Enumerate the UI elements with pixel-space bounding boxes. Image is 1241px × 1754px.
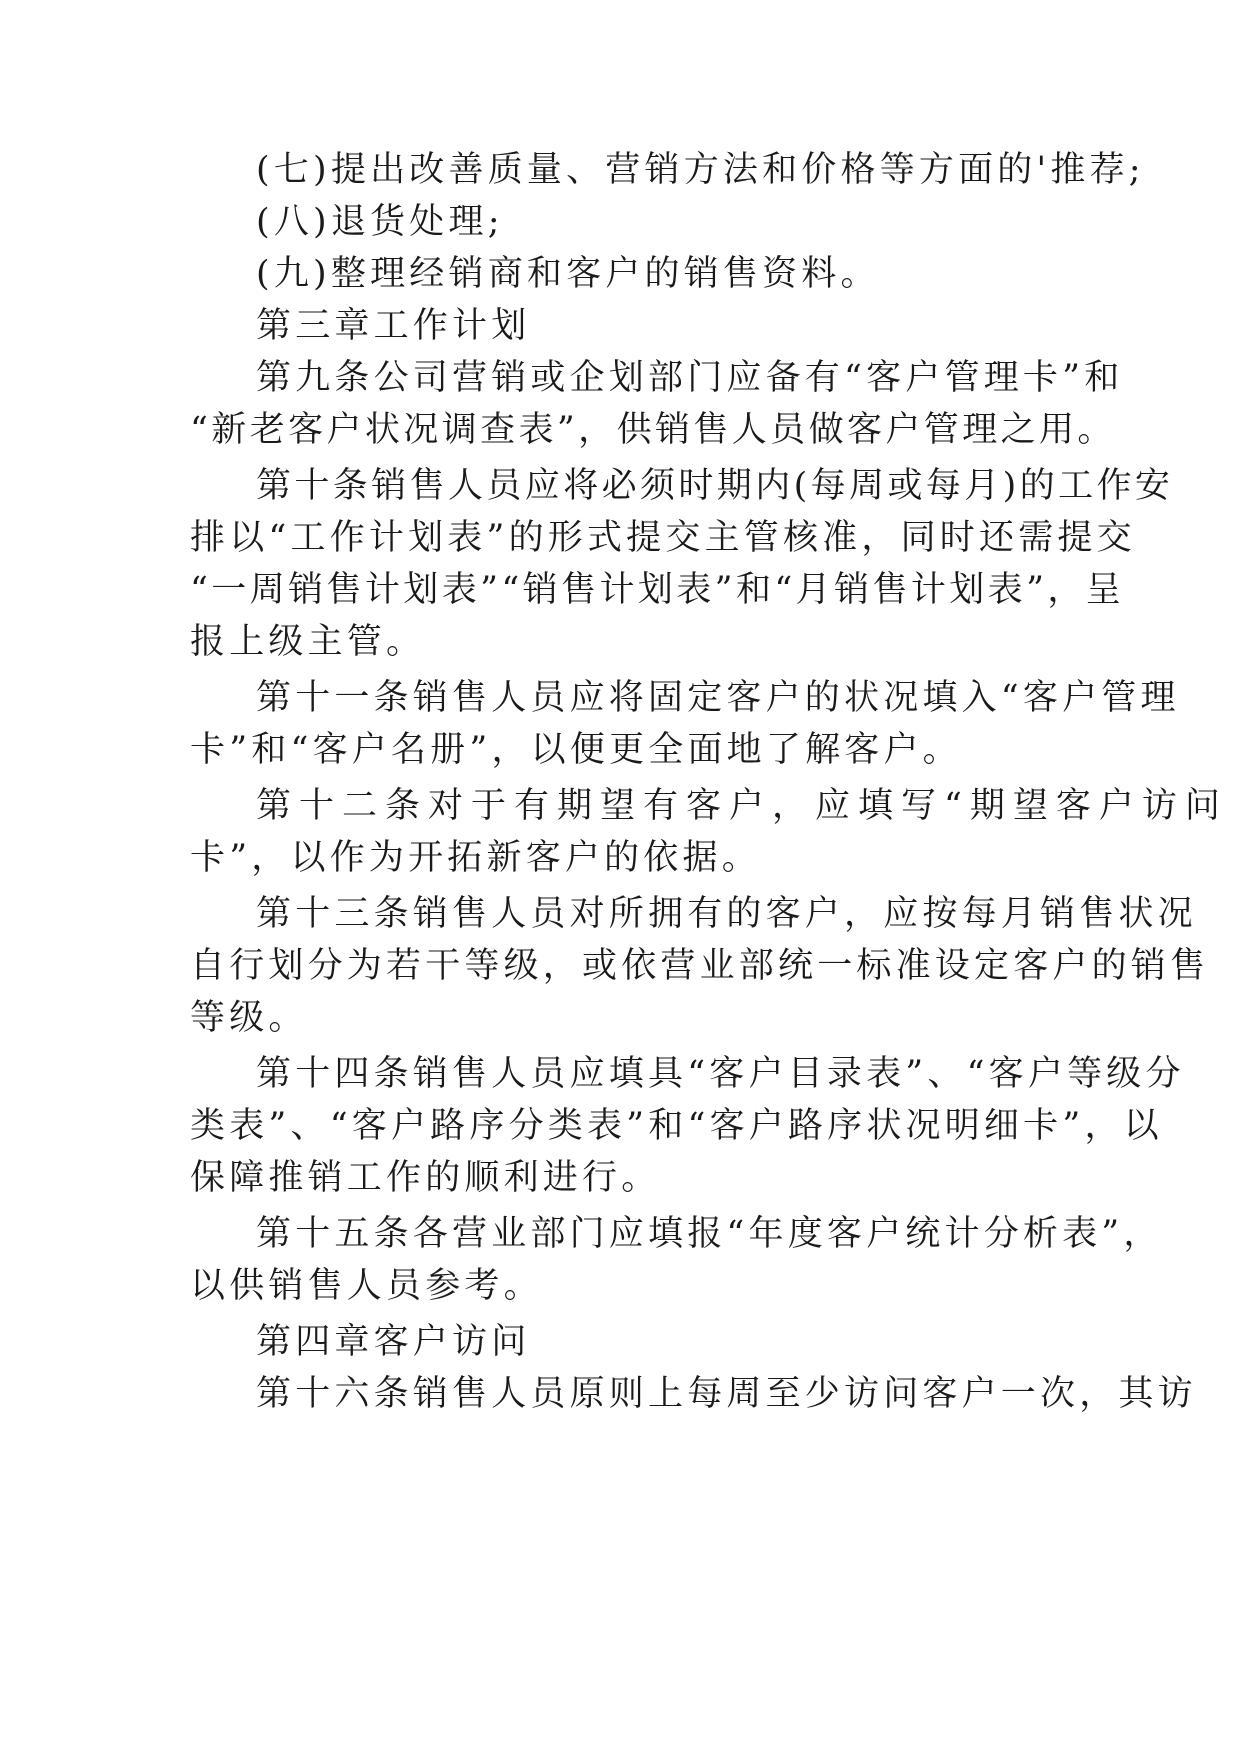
article-9-line-2: “新老客户状况调查表”，供销售人员做客户管理之用。 xyxy=(190,410,1116,450)
article-15-line-2: 以供销售人员参考。 xyxy=(190,1266,543,1306)
chapter-3-heading: 第三章工作计划 xyxy=(256,306,531,346)
article-14-line-3: 保障推销工作的顺利进行。 xyxy=(190,1158,661,1198)
article-12-line-2: 卡”，以作为开拓新客户的依据。 xyxy=(190,838,761,878)
article-11-line-1: 第十一条销售人员应将固定客户的状况填入“客户管理 xyxy=(256,678,1180,718)
article-10-line-2: 排以“工作计划表”的形式提交主管核准，同时还需提交 xyxy=(190,518,1136,558)
list-item-8: (八)退货处理; xyxy=(256,202,504,242)
article-12-line-1: 第十二条对于有期望有客户，应填写“期望客户访问 xyxy=(256,786,1228,826)
article-10-line-4: 报上级主管。 xyxy=(190,622,426,662)
article-13-line-1: 第十三条销售人员对所拥有的客户，应按每月销售状况 xyxy=(256,894,1197,934)
article-9-line-1: 第九条公司营销或企划部门应备有“客户管理卡”和 xyxy=(256,358,1124,398)
chapter-4-heading: 第四章客户访问 xyxy=(256,1322,531,1362)
list-item-7: (七)提出改善质量、营销方法和价格等方面的'推荐; xyxy=(256,150,1145,190)
article-11-line-2: 卡”和“客户名册”，以便更全面地了解客户。 xyxy=(190,730,962,770)
list-item-9: (九)整理经销商和客户的销售资料。 xyxy=(256,254,880,294)
article-10-line-1: 第十条销售人员应将必须时期内(每周或每月)的工作安 xyxy=(256,466,1174,506)
article-13-line-2: 自行划分为若干等级，或依营业部统一标准设定客户的销售 xyxy=(190,946,1210,986)
article-14-line-2: 类表”、“客户路序分类表”和“客户路序状况明细卡”，以 xyxy=(190,1106,1163,1146)
article-16-line-1: 第十六条销售人员原则上每周至少访问客户一次，其访 xyxy=(256,1374,1197,1414)
article-14-line-1: 第十四条销售人员应填具“客户目录表”、“客户等级分 xyxy=(256,1054,1185,1094)
article-10-line-3: “一周销售计划表”“销售计划表”和“月销售计划表”，呈 xyxy=(190,570,1125,610)
article-13-line-3: 等级。 xyxy=(190,998,308,1038)
article-15-line-1: 第十五条各营业部门应填报“年度客户统计分析表”， xyxy=(256,1214,1163,1254)
